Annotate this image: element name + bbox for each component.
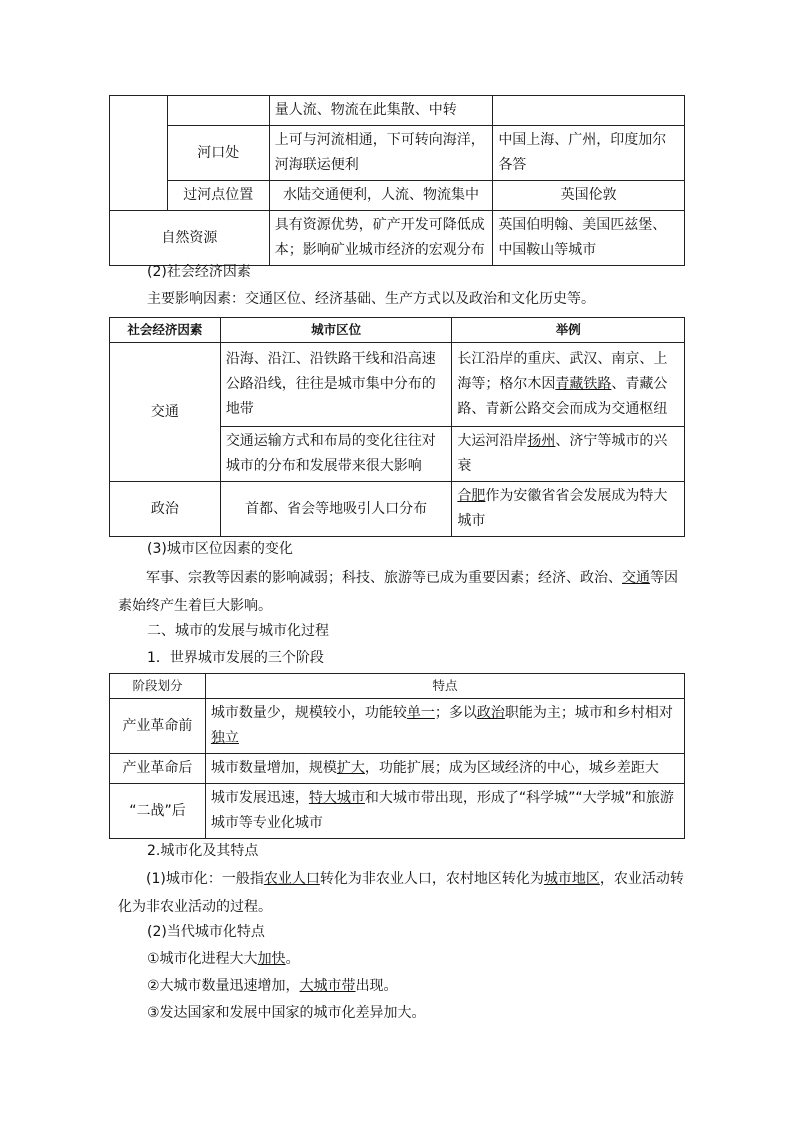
table-cell: 首都、省会等地吸引人口分布 xyxy=(220,482,452,537)
table-cell: 上可与河流相通，下可转向海洋，河海联运便利 xyxy=(269,126,493,181)
table-row xyxy=(110,699,685,754)
list-item xyxy=(0,946,794,973)
underlined-text: 独立 xyxy=(210,730,239,746)
table-cell: 交通 xyxy=(110,343,221,482)
section-heading: (3)城市区位因素的变化 xyxy=(147,541,293,557)
text-span: ；多以 xyxy=(434,705,477,721)
underlined-text: 交通 xyxy=(622,570,650,586)
text-span: (1)城市化：一般指 xyxy=(146,871,264,887)
table-cell: 英国伦敦 xyxy=(493,181,685,211)
table-cell: 自然资源 xyxy=(110,211,270,266)
underlined-text: 扩大 xyxy=(336,760,365,776)
section-heading: 二、城市的发展与城市化过程 xyxy=(147,623,329,639)
table-cell: 河口处 xyxy=(167,126,269,181)
underlined-text: 政治 xyxy=(476,705,505,721)
text-span: 军事、宗教等因素的影响减弱；科技、旅游等已成为重要因素；经济、政治、 xyxy=(146,570,622,586)
underlined-text: 单一 xyxy=(406,705,435,721)
section-heading: (2)社会经济因素 xyxy=(147,264,251,280)
underlined-text: 农业人口 xyxy=(263,871,320,887)
table-cell: 英国伯明翰、美国匹兹堡、中国鞍山等城市 xyxy=(493,211,685,266)
table-row xyxy=(110,96,685,126)
table-cell: 产业革命后 xyxy=(110,754,206,784)
table-row xyxy=(110,343,685,427)
table-cell xyxy=(205,784,684,839)
text-span: ，功能扩展；成为区域经济的中心，城乡差距大 xyxy=(364,760,659,776)
text-span: 职能为主；城市和乡村相对 xyxy=(504,705,673,721)
table-row xyxy=(110,754,685,784)
table-cell xyxy=(452,343,685,427)
text-span: 城市数量增加，规模 xyxy=(210,760,337,776)
text-span: 城市数量少，规模较小，功能较 xyxy=(210,705,407,721)
underlined-text: 城市地区 xyxy=(543,871,600,887)
paragraph: 主要影响因素：交通区位、经济基础、生产方式以及政治和文化历史等。 xyxy=(147,291,595,307)
underlined-text: 加快 xyxy=(257,951,286,967)
list-item xyxy=(0,973,794,1000)
table-cell xyxy=(452,427,685,482)
paragraph xyxy=(118,564,684,620)
table-row xyxy=(110,181,685,211)
list-item: ③发达国家和发展中国家的城市化差异加大。 xyxy=(147,1005,426,1021)
text-span: ①城市化进程大大 xyxy=(147,951,258,967)
text-span: 转化为非农业人口，农村地区转化为 xyxy=(319,871,544,887)
table-cell: 过河点位置 xyxy=(167,181,269,211)
text-span: 长江沿岸的重庆、武汉、南京、上海等；格尔木因 xyxy=(457,351,668,392)
column-header: 举例 xyxy=(452,318,685,343)
table-cell: 政治 xyxy=(110,482,221,537)
table-cell: 交通运输方式和布局的变化往往对城市的分布和发展带来很大影响 xyxy=(220,427,452,482)
underlined-text: 大城市带 xyxy=(299,978,356,994)
table-cell: 中国上海、广州，印度加尔各答 xyxy=(493,126,685,181)
table-row xyxy=(110,784,685,839)
table-cell xyxy=(493,96,685,126)
underlined-text: 合肥 xyxy=(457,488,486,504)
text-span: 等因素始终产生着巨大影响。 xyxy=(118,570,678,614)
table-socioeconomic-factors xyxy=(109,317,685,537)
text-span: 、青藏公路、青新公路交会而成为交通枢纽 xyxy=(457,376,668,417)
text-span: ②大城市数量迅速增加， xyxy=(147,978,300,994)
table-cell: “二战”后 xyxy=(110,784,206,839)
table-cell xyxy=(205,754,684,784)
table-cell: 具有资源优势，矿产开发可降低成本；影响矿业城市经济的宏观分布 xyxy=(269,211,493,266)
table-cell xyxy=(110,96,168,211)
column-header: 社会经济因素 xyxy=(110,318,221,343)
table-cell: 水陆交通便利，人流、物流集中 xyxy=(269,181,493,211)
table-cell: 产业革命前 xyxy=(110,699,206,754)
underlined-text: 特大城市 xyxy=(308,790,365,806)
column-header: 特点 xyxy=(205,674,684,699)
text-span: 出现。 xyxy=(355,978,398,994)
table-header-row xyxy=(110,318,685,343)
table-header-row xyxy=(110,674,685,699)
table-cell xyxy=(167,96,269,126)
table-cell: 量人流、物流在此集散、中转 xyxy=(269,96,493,126)
text-span: 。 xyxy=(285,951,300,967)
table-natural-factors xyxy=(109,95,685,266)
column-header: 阶段划分 xyxy=(110,674,206,699)
table-cell xyxy=(205,699,684,754)
text-span: ，农业活动转化为非农业活动的过程。 xyxy=(118,871,684,915)
text-span: 和大城市带出现，形成了“科学城”“大学城”和旅游城市等专业化城市 xyxy=(210,790,674,831)
text-span: 、济宁等城市的兴衰 xyxy=(457,433,668,474)
table-cell xyxy=(452,482,685,537)
table-city-development-stages xyxy=(109,673,685,839)
subsection-heading: 2.城市化及其特点 xyxy=(147,843,259,859)
underlined-text: 扬州 xyxy=(527,433,556,449)
subsection-heading: 1．世界城市发展的三个阶段 xyxy=(147,650,324,666)
table-row xyxy=(110,211,685,266)
text-span: 城市发展迅速， xyxy=(210,790,309,806)
column-header: 城市区位 xyxy=(220,318,452,343)
text-span: 作为安徽省省会发展成为特大城市 xyxy=(457,488,668,529)
table-cell: 沿海、沿江、沿铁路干线和沿高速公路沿线，往往是城市集中分布的地带 xyxy=(220,343,452,427)
text-span: 大运河沿岸 xyxy=(457,433,528,449)
table-row xyxy=(110,482,685,537)
subsection-heading: (2)当代城市化特点 xyxy=(147,924,265,940)
underlined-text: 青藏铁路 xyxy=(555,376,612,392)
paragraph xyxy=(118,865,684,921)
table-row xyxy=(110,126,685,181)
